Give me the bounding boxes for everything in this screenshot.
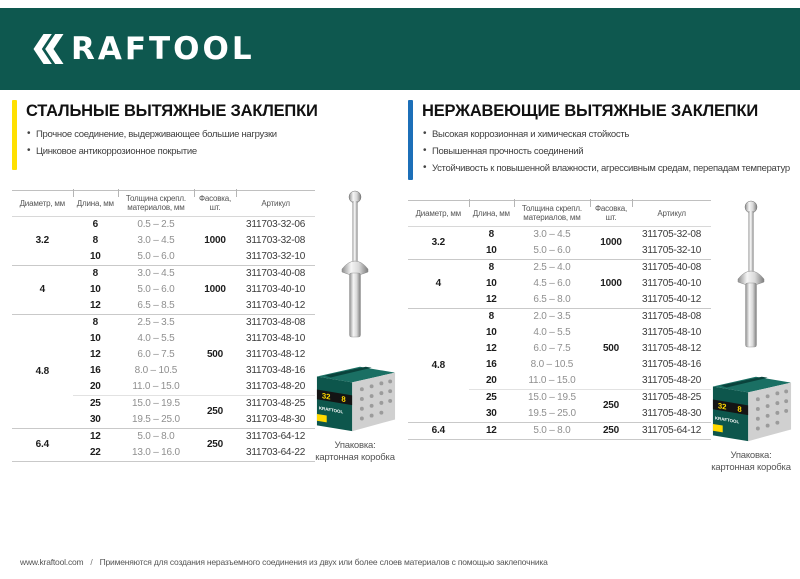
article-cell: 311703-48-12 xyxy=(246,349,306,361)
pack-qty-cell: 1000 xyxy=(600,237,622,249)
thickness-cell: 4.5 – 6.0 xyxy=(533,278,571,290)
thickness-cell: 19.5 – 25.0 xyxy=(131,414,180,426)
length-cell: 8 xyxy=(469,309,514,326)
article-cell: 311705-32-08 xyxy=(642,229,702,241)
product-figure xyxy=(315,190,395,465)
length-cell: 25 xyxy=(469,390,514,407)
kraftool-logo xyxy=(33,30,255,67)
length-cell: 10 xyxy=(485,327,497,339)
pack-qty-cell: 500 xyxy=(590,309,632,390)
length-cell: 8 xyxy=(73,315,118,332)
spec-row xyxy=(12,429,315,446)
pack-qty-cell: 250 xyxy=(590,423,632,440)
packaging-caption: Упаковка: картонная коробка xyxy=(711,450,791,474)
pack-qty-cell: 1000 xyxy=(194,266,236,315)
thickness-cell: 4.0 – 5.5 xyxy=(137,333,175,345)
thickness-cell: 5.0 – 6.0 xyxy=(137,284,175,296)
article-cell: 311703-40-08 xyxy=(236,266,315,283)
box-brand-label: KRAFTOOL xyxy=(714,415,740,425)
product-figure xyxy=(711,200,791,475)
spec-row xyxy=(408,423,711,440)
article-cell: 311705-64-12 xyxy=(632,423,711,440)
thickness-cell: 6.0 – 7.5 xyxy=(533,343,571,355)
thickness-cell: 2.5 – 3.5 xyxy=(118,315,194,332)
length-cell: 20 xyxy=(485,375,497,387)
article-cell: 311705-40-12 xyxy=(642,294,702,306)
thickness-cell: 3.0 – 4.5 xyxy=(137,235,175,247)
spec-table-header-row xyxy=(408,201,711,227)
thickness-cell: 15.0 – 19.5 xyxy=(118,396,194,413)
section-title: СТАЛЬНЫЕ ВЫТЯЖНЫЕ ЗАКЛЕПКИ xyxy=(26,102,318,120)
spec-row xyxy=(12,266,315,283)
article-cell: 311703-48-30 xyxy=(246,414,306,426)
length-cell: 30 xyxy=(485,408,497,420)
diameter-cell: 4 xyxy=(12,266,73,315)
thickness-cell: 5.0 – 8.0 xyxy=(514,423,590,440)
col-header-thickness: Толщина скрепл. материалов, мм xyxy=(514,201,590,227)
spec-row xyxy=(408,227,711,244)
thickness-cell: 19.5 – 25.0 xyxy=(527,408,576,420)
thickness-cell: 3.0 – 4.5 xyxy=(533,229,571,241)
article-cell: 311705-48-08 xyxy=(632,309,711,326)
box-length-label: 8 xyxy=(737,404,742,415)
col-header-length: Длина, мм xyxy=(469,201,514,227)
length-cell: 20 xyxy=(89,381,101,393)
article-cell: 311705-32-10 xyxy=(642,245,702,257)
feature-list xyxy=(422,129,790,174)
thickness-cell: 11.0 – 15.0 xyxy=(132,381,180,393)
article-cell: 311703-40-10 xyxy=(246,284,306,296)
length-cell: 10 xyxy=(89,251,101,263)
pack-qty-cell: 250 xyxy=(590,390,632,423)
diameter-cell: 3.2 xyxy=(431,237,445,249)
col-header-article: Артикул xyxy=(236,191,315,217)
length-cell: 12 xyxy=(485,294,497,306)
article-cell: 311703-64-12 xyxy=(236,429,315,446)
pack-qty-cell: 1000 xyxy=(204,235,226,247)
thickness-cell: 15.0 – 19.5 xyxy=(514,390,590,407)
header-banner xyxy=(0,8,800,90)
brand-k-icon xyxy=(33,34,64,64)
article-cell: 311703-48-20 xyxy=(246,381,306,393)
thickness-cell: 0.5 – 2.5 xyxy=(137,219,175,231)
article-cell: 311705-40-08 xyxy=(632,260,711,277)
length-cell: 8 xyxy=(488,229,494,241)
feature-item: • Цинковое антикоррозионное покрытие xyxy=(26,146,318,157)
rivet-image xyxy=(736,200,766,350)
rivet-image xyxy=(340,190,370,340)
diameter-cell: 4.8 xyxy=(408,309,469,423)
length-cell: 30 xyxy=(89,414,101,426)
col-header-diameter: Диаметр, мм xyxy=(12,191,73,217)
thickness-cell: 13.0 – 16.0 xyxy=(131,447,180,459)
box-length-label: 8 xyxy=(341,394,346,405)
article-cell: 311703-32-08 xyxy=(246,235,306,247)
article-cell: 311703-48-08 xyxy=(236,315,315,332)
packaging-box-image xyxy=(315,362,397,434)
col-header-pack: Фасовка, шт. xyxy=(194,191,236,217)
thickness-cell: 5.0 – 8.0 xyxy=(118,429,194,446)
feature-item: • Высокая коррозионная и химическая стойкость xyxy=(422,129,790,140)
thickness-cell: 11.0 – 15.0 xyxy=(528,375,576,387)
spec-row xyxy=(408,309,711,326)
feature-item: • Повышенная прочность соединений xyxy=(422,146,790,157)
box-size-label: 32 xyxy=(717,401,727,412)
spec-row xyxy=(12,217,315,234)
spec-row xyxy=(408,260,711,277)
article-cell: 311705-48-30 xyxy=(642,408,702,420)
length-cell: 10 xyxy=(485,245,497,257)
packaging-caption: Упаковка: картонная коробка xyxy=(315,440,395,464)
feature-list xyxy=(26,129,318,157)
feature-item: • Устойчивость к повышенной влажности, агрессивным средам, перепадам температур xyxy=(422,163,790,174)
length-cell: 12 xyxy=(73,429,118,446)
article-cell: 311703-48-10 xyxy=(246,333,306,345)
page-footer xyxy=(20,557,548,567)
length-cell: 8 xyxy=(92,235,98,247)
thickness-cell: 8.0 – 10.5 xyxy=(530,359,574,371)
length-cell: 12 xyxy=(89,300,101,312)
length-cell: 10 xyxy=(485,278,497,290)
pack-qty-cell: 250 xyxy=(194,396,236,429)
article-cell: 311703-32-10 xyxy=(246,251,306,263)
length-cell: 8 xyxy=(73,266,118,283)
length-cell: 25 xyxy=(73,396,118,413)
spec-table xyxy=(12,190,315,462)
length-cell: 6 xyxy=(92,219,98,231)
article-cell: 311705-40-10 xyxy=(642,278,702,290)
length-cell: 10 xyxy=(89,333,101,345)
thickness-cell: 6.5 – 8.0 xyxy=(533,294,571,306)
diameter-cell: 4.8 xyxy=(12,315,73,429)
thickness-cell: 5.0 – 6.0 xyxy=(533,245,571,257)
thickness-cell: 2.0 – 3.5 xyxy=(514,309,590,326)
article-cell: 311703-48-16 xyxy=(246,365,306,377)
length-cell: 16 xyxy=(485,359,497,371)
article-cell: 311705-48-20 xyxy=(642,375,702,387)
packaging-box-image xyxy=(711,372,793,444)
thickness-cell: 8.0 – 10.5 xyxy=(134,365,178,377)
spec-row xyxy=(12,315,315,332)
box-brand-label: KRAFTOOL xyxy=(318,405,344,415)
footer-site: www.kraftool.com xyxy=(20,557,84,567)
col-header-pack: Фасовка, шт. xyxy=(590,201,632,227)
length-cell: 10 xyxy=(89,284,101,296)
diameter-cell: 4 xyxy=(408,260,469,309)
stainless-rivets-section xyxy=(408,100,791,475)
length-cell: 22 xyxy=(89,447,101,459)
length-cell: 12 xyxy=(89,349,101,361)
col-header-diameter: Диаметр, мм xyxy=(408,201,469,227)
col-header-article: Артикул xyxy=(632,201,711,227)
pack-qty-cell: 250 xyxy=(194,429,236,462)
length-cell: 8 xyxy=(469,260,514,277)
spec-table xyxy=(408,200,711,440)
length-cell: 16 xyxy=(89,365,101,377)
diameter-cell: 6.4 xyxy=(12,429,73,462)
thickness-cell: 3.0 – 4.5 xyxy=(118,266,194,283)
article-cell: 311703-48-25 xyxy=(236,396,315,413)
length-cell: 12 xyxy=(469,423,514,440)
col-header-length: Длина, мм xyxy=(73,191,118,217)
content-columns xyxy=(0,90,800,475)
section-header xyxy=(12,100,395,170)
col-header-thickness: Толщина скрепл. материалов, мм xyxy=(118,191,194,217)
brand-name: RAFTOOL xyxy=(71,30,255,67)
length-cell: 12 xyxy=(485,343,497,355)
steel-rivets-section xyxy=(12,100,395,475)
article-cell: 311703-32-06 xyxy=(246,219,306,231)
article-cell: 311705-48-25 xyxy=(632,390,711,407)
box-size-label: 32 xyxy=(321,391,331,402)
thickness-cell: 2.5 – 4.0 xyxy=(514,260,590,277)
pack-qty-cell: 1000 xyxy=(590,260,632,309)
spec-table-header-row xyxy=(12,191,315,217)
feature-item: • Прочное соединение, выдерживающее большие нагрузки xyxy=(26,129,318,140)
thickness-cell: 6.5 – 8.5 xyxy=(137,300,175,312)
diameter-cell: 6.4 xyxy=(408,423,469,440)
article-cell: 311703-64-22 xyxy=(246,447,306,459)
thickness-cell: 6.0 – 7.5 xyxy=(137,349,175,361)
section-title: НЕРЖАВЕЮЩИЕ ВЫТЯЖНЫЕ ЗАКЛЕПКИ xyxy=(422,102,758,120)
thickness-cell: 4.0 – 5.5 xyxy=(533,327,571,339)
footer-note: Применяются для создания неразъемного соединения из двух или более слоев материалов с помощью заклепочника xyxy=(99,557,548,567)
article-cell: 311705-48-12 xyxy=(642,343,702,355)
thickness-cell: 5.0 – 6.0 xyxy=(137,251,175,263)
article-cell: 311705-48-16 xyxy=(642,359,702,371)
pack-qty-cell: 500 xyxy=(194,315,236,396)
article-cell: 311705-48-10 xyxy=(642,327,702,339)
section-header xyxy=(408,100,791,180)
article-cell: 311703-40-12 xyxy=(246,300,306,312)
footer-separator: / xyxy=(90,557,93,567)
diameter-cell: 3.2 xyxy=(35,235,49,247)
